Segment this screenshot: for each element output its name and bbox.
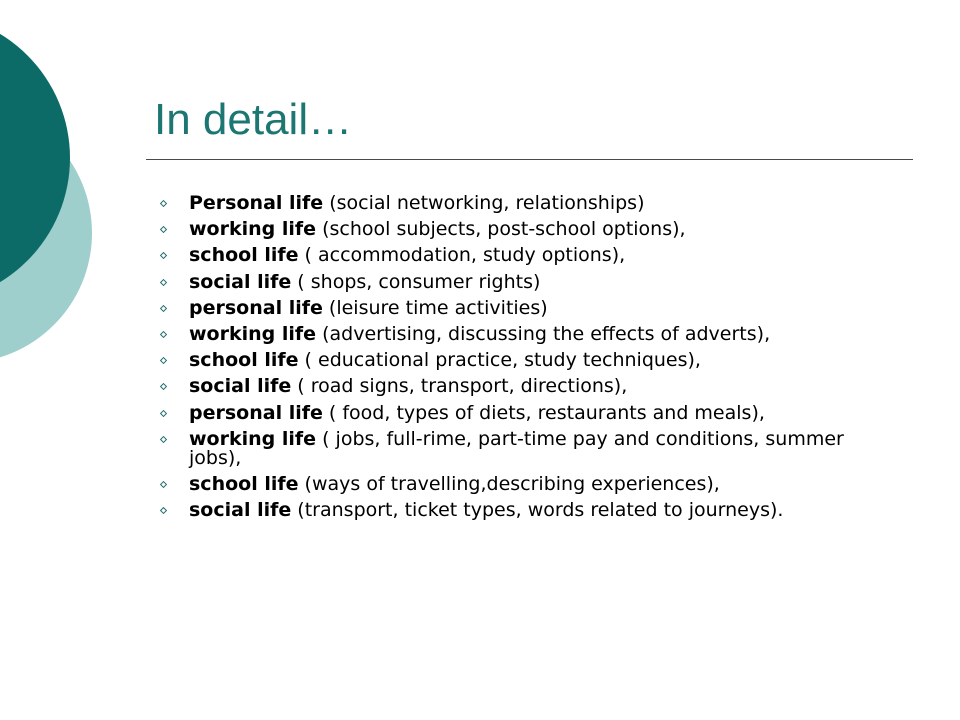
bullet-detail: ( jobs, full-rime, part-time pay and conditions, summer jobs), xyxy=(189,427,844,469)
diamond-outline-icon xyxy=(160,279,167,286)
bullet-item xyxy=(160,296,900,319)
bullet-term: social life xyxy=(189,375,292,398)
bullet-detail: (leisure time activities) xyxy=(322,296,548,319)
slide-title: In detail… xyxy=(154,95,353,144)
bullet-item xyxy=(160,501,900,520)
bullet-item xyxy=(160,472,900,495)
bullet-detail: ( educational practice, study techniques), xyxy=(298,349,701,372)
bullet-detail: ( shops, consumer rights) xyxy=(291,270,541,293)
bullet-term: social life xyxy=(189,270,292,293)
diamond-outline-icon xyxy=(160,481,167,488)
bullet-term: school life xyxy=(189,244,299,267)
bullet-term: social life xyxy=(189,499,292,522)
bullet-item xyxy=(160,401,900,424)
diamond-outline-icon xyxy=(160,410,167,417)
bullet-item xyxy=(160,322,900,345)
bullet-item xyxy=(160,377,900,396)
diamond-outline-icon xyxy=(160,357,167,364)
diamond-outline-icon xyxy=(160,226,167,233)
bullet-list xyxy=(160,194,900,527)
bullet-item xyxy=(160,246,900,265)
bullet-item xyxy=(160,427,900,469)
bullet-term: working life xyxy=(189,218,317,241)
diamond-outline-icon xyxy=(160,331,167,338)
diamond-outline-icon xyxy=(160,383,167,390)
diamond-outline-icon xyxy=(160,507,167,514)
bullet-detail: ( accommodation, study options), xyxy=(298,244,626,267)
bullet-detail: (ways of travelling,describing experiences), xyxy=(298,472,720,495)
decorative-circles xyxy=(0,0,120,400)
diamond-outline-icon xyxy=(160,252,167,259)
bullet-term: working life xyxy=(189,427,317,450)
bullet-item xyxy=(160,351,900,370)
bullet-term: personal life xyxy=(189,401,323,424)
diamond-outline-icon xyxy=(160,305,167,312)
bullet-detail: (school subjects, post-school options), xyxy=(316,218,686,241)
bullet-item xyxy=(160,270,900,293)
bullet-detail: ( food, types of diets, restaurants and meals), xyxy=(322,401,765,424)
bullet-detail: ( road signs, transport, directions), xyxy=(291,375,628,398)
bullet-item xyxy=(160,220,900,239)
bullet-term: personal life xyxy=(189,296,323,319)
bullet-term: working life xyxy=(189,322,317,345)
diamond-outline-icon xyxy=(160,200,167,207)
bullet-detail: (social networking, relationships) xyxy=(323,192,645,214)
bullet-detail: (advertising, discussing the effects of adverts), xyxy=(316,322,771,345)
bullet-detail: (transport, ticket types, words related to journeys). xyxy=(291,499,784,522)
bullet-item xyxy=(160,194,900,213)
bullet-term: school life xyxy=(189,349,299,372)
bullet-term: school life xyxy=(189,472,299,495)
title-divider xyxy=(146,159,913,160)
diamond-outline-icon xyxy=(160,436,167,443)
bullet-term: Personal life xyxy=(189,192,324,214)
